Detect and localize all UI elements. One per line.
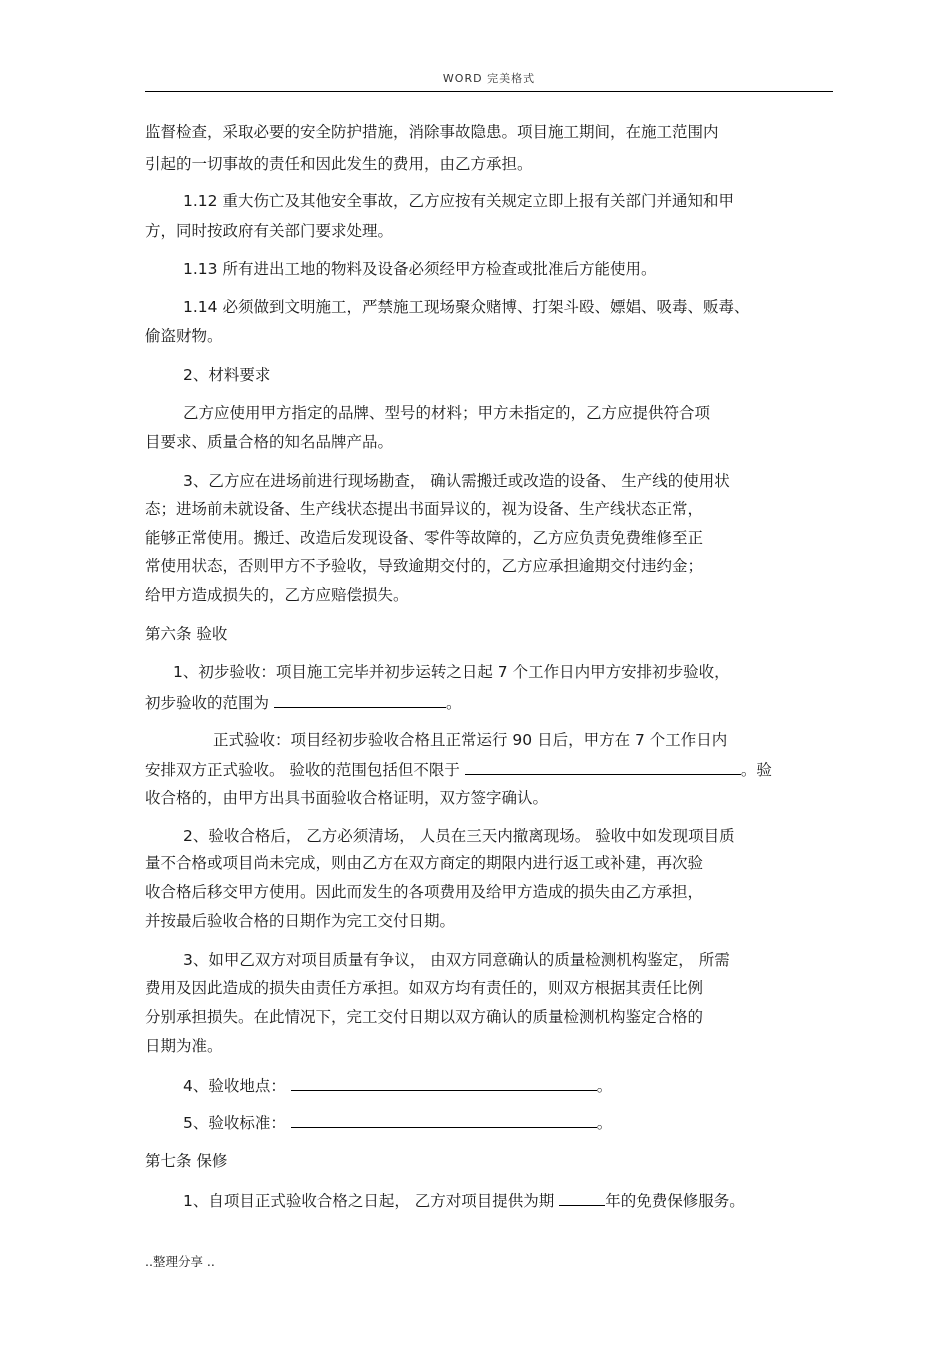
text-line: 费用及因此造成的损失由责任方承担。如双方均有责任的，则双方根据其责任比例 bbox=[145, 979, 704, 997]
text-line: 偷盗财物。 bbox=[145, 327, 223, 345]
line-text: 安排双方正式验收。 验收的范围包括但不限于 bbox=[145, 761, 465, 779]
line-text: 初步验收的范围为 bbox=[145, 694, 274, 712]
header-rule bbox=[145, 91, 833, 92]
text-line: 并按最后验收合格的日期作为完工交付日期。 bbox=[145, 912, 456, 930]
page-header: WORD 完美格式 bbox=[442, 72, 536, 85]
text-line: 正式验收：项目经初步验收合格且正常运行 90 日后，甲方在 7 个工作日内 bbox=[213, 731, 728, 749]
fill-in-blank[interactable] bbox=[274, 692, 446, 708]
article-heading: 第六条 验收 bbox=[145, 625, 228, 643]
text-line bbox=[183, 1112, 612, 1133]
article-heading: 第七条 保修 bbox=[145, 1152, 228, 1170]
text-line: 引起的一切事故的责任和因此发生的费用，由乙方承担。 bbox=[145, 155, 533, 173]
fill-in-blank[interactable] bbox=[559, 1190, 605, 1206]
text-line: 3、如甲乙双方对项目质量有争议， 由双方同意确认的质量检测机构鉴定， 所需 bbox=[183, 951, 730, 969]
text-line: 收合格的，由甲方出具书面验收合格证明，双方签字确认。 bbox=[145, 789, 549, 807]
text-line: 监督检查，采取必要的安全防护措施，消除事故隐患。项目施工期间，在施工范围内 bbox=[145, 123, 719, 141]
text-line: 1.14 必须做到文明施工，严禁施工现场聚众赌博、打架斗殴、嫖娼、吸毒、贩毒、 bbox=[183, 298, 750, 316]
text-line: 方，同时按政府有关部门要求处理。 bbox=[145, 222, 394, 240]
text-line: 给甲方造成损失的，乙方应赔偿损失。 bbox=[145, 586, 409, 604]
text-line bbox=[145, 759, 772, 780]
line-text: 5、验收标准： bbox=[183, 1114, 291, 1132]
text-line: 分别承担损失。在此情况下，完工交付日期以双方确认的质量检测机构鉴定合格的 bbox=[145, 1008, 704, 1026]
text-line: 态；进场前未就设备、生产线状态提出书面异议的，视为设备、生产线状态正常， bbox=[145, 500, 704, 518]
text-line: 收合格后移交甲方使用。因此而发生的各项费用及给甲方造成的损失由乙方承担， bbox=[145, 883, 704, 901]
line-text: 。 bbox=[445, 694, 462, 712]
text-line: 1、初步验收：项目施工完毕并初步运转之日起 7 个工作日内甲方安排初步验收， bbox=[173, 663, 730, 681]
fill-in-blank[interactable] bbox=[291, 1112, 597, 1128]
text-line: 量不合格或项目尚未完成，则由乙方在双方商定的期限内进行返工或补建，再次验 bbox=[145, 854, 704, 872]
text-line: 目要求、质量合格的知名品牌产品。 bbox=[145, 433, 394, 451]
text-line: 1.13 所有进出工地的物料及设备必须经甲方检查或批准后方能使用。 bbox=[183, 260, 657, 278]
line-text: 1、自项目正式验收合格之日起， 乙方对项目提供为期 bbox=[183, 1192, 560, 1210]
text-line: 常使用状态，否则甲方不予验收，导致逾期交付的，乙方应承担逾期交付违约金； bbox=[145, 557, 704, 575]
line-text: 。 bbox=[596, 1077, 613, 1095]
text-line bbox=[145, 692, 461, 713]
text-line: 能够正常使用。搬迁、改造后发现设备、零件等故障的，乙方应负责免费维修至正 bbox=[145, 529, 704, 547]
text-line: 1.12 重大伤亡及其他安全事故，乙方应按有关规定立即上报有关部门并通知和甲 bbox=[183, 192, 734, 210]
text-line bbox=[183, 1190, 745, 1211]
text-line bbox=[183, 1075, 612, 1096]
text-line: 2、验收合格后， 乙方必须清场， 人员在三天内撤离现场。 验收中如发现项目质 bbox=[183, 827, 735, 845]
line-text: 。验 bbox=[740, 761, 772, 779]
text-line: 乙方应使用甲方指定的品牌、型号的材料；甲方未指定的，乙方应提供符合项 bbox=[183, 404, 711, 422]
page-footer: ..整理分享 .. bbox=[145, 1254, 215, 1269]
fill-in-blank[interactable] bbox=[291, 1075, 597, 1091]
text-line: 日期为准。 bbox=[145, 1037, 223, 1055]
line-text: 。 bbox=[596, 1114, 613, 1132]
section-heading: 2、材料要求 bbox=[183, 366, 271, 384]
fill-in-blank[interactable] bbox=[465, 759, 741, 775]
line-text: 4、验收地点： bbox=[183, 1077, 291, 1095]
line-text: 年的免费保修服务。 bbox=[605, 1192, 745, 1210]
text-line: 3、乙方应在进场前进行现场勘查， 确认需搬迁或改造的设备、 生产线的使用状 bbox=[183, 472, 730, 490]
